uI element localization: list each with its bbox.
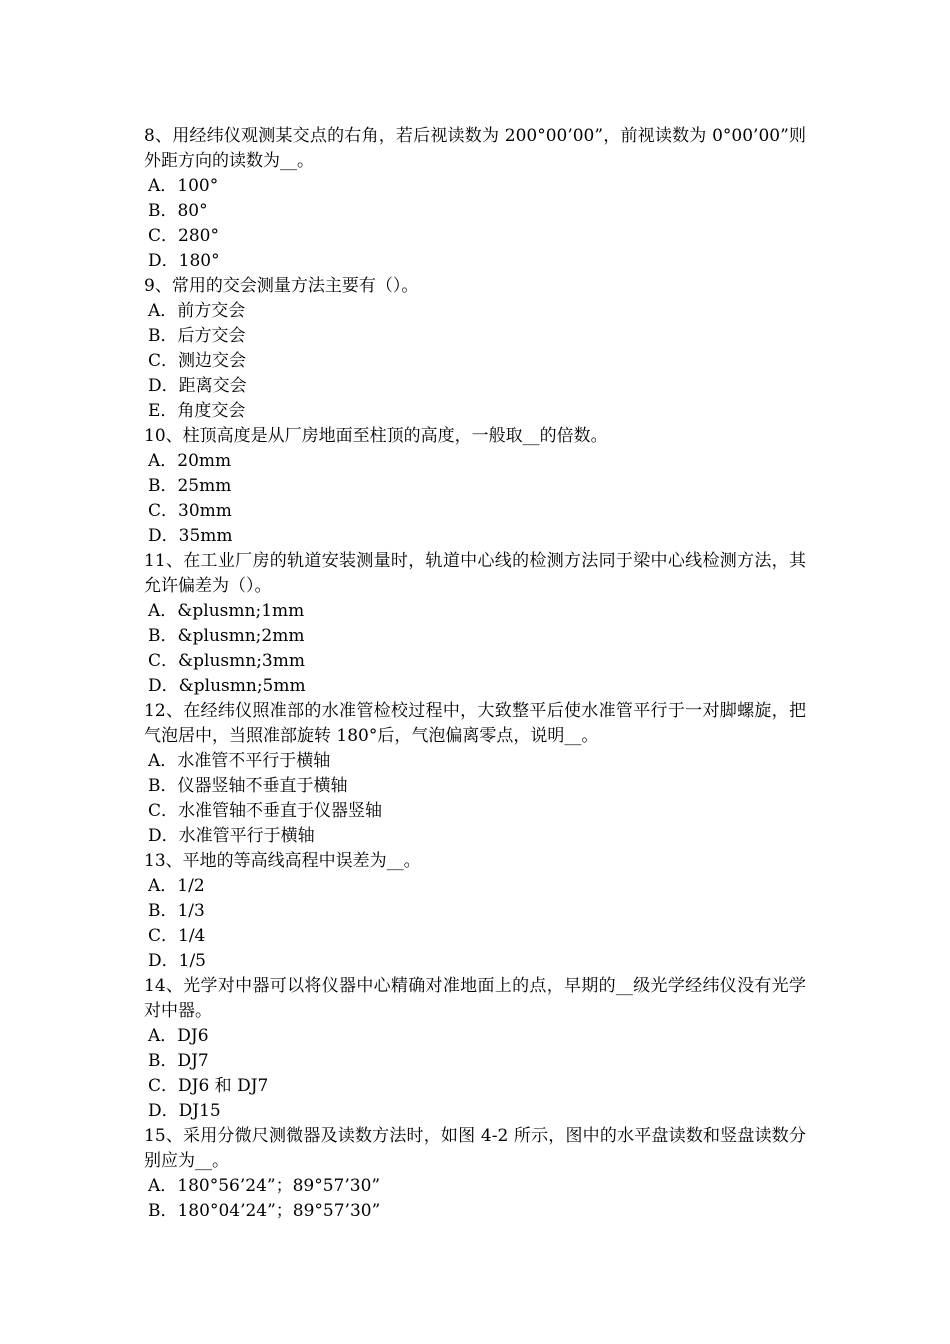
question-13 bbox=[144, 849, 806, 974]
option-b: B．1/3 bbox=[148, 901, 205, 921]
option-a: A．水准管不平行于横轴 bbox=[148, 751, 331, 771]
option-a: A．20mm bbox=[148, 451, 232, 471]
question-12 bbox=[144, 699, 806, 849]
option-c: C．1/4 bbox=[148, 926, 206, 946]
option-d: D．距离交会 bbox=[148, 376, 247, 396]
question-stem: 13、平地的等高线高程中误差为__。 bbox=[144, 851, 421, 871]
option-b: B．仪器竖轴不垂直于横轴 bbox=[148, 776, 348, 796]
option-d: D．35mm bbox=[148, 526, 233, 546]
question-stem: 9、常用的交会测量方法主要有（）。 bbox=[144, 276, 419, 296]
option-c: C．DJ6 和 DJ7 bbox=[148, 1076, 269, 1096]
option-a: A．前方交会 bbox=[148, 301, 246, 321]
question-stem: 11、在工业厂房的轨道安装测量时，轨道中心线的检测方法同于梁中心线检测方法，其允许偏差为（）。 bbox=[144, 551, 806, 596]
option-c: C．280° bbox=[148, 226, 219, 246]
option-b: B．&plusmn;2mm bbox=[148, 626, 305, 646]
option-a: A．&plusmn;1mm bbox=[148, 601, 305, 621]
question-stem: 15、采用分微尺测微器及读数方法时，如图 4-2 所示，图中的水平盘读数和竖盘读数分别应为__。 bbox=[144, 1126, 806, 1171]
option-a: A．180°56’24”；89°57’30” bbox=[148, 1176, 381, 1196]
option-d: D．水准管平行于横轴 bbox=[148, 826, 315, 846]
question-stem: 10、柱顶高度是从厂房地面至柱顶的高度，一般取__的倍数。 bbox=[144, 426, 608, 446]
option-d: D．1/5 bbox=[148, 951, 206, 971]
question-15 bbox=[144, 1124, 806, 1224]
option-a: A．1/2 bbox=[148, 876, 205, 896]
option-c: C．30mm bbox=[148, 501, 232, 521]
option-a: A．DJ6 bbox=[148, 1026, 209, 1046]
option-d: D．&plusmn;5mm bbox=[148, 676, 306, 696]
question-stem: 14、光学对中器可以将仪器中心精确对准地面上的点，早期的__级光学经纬仪没有光学对中器。 bbox=[144, 976, 806, 1021]
question-8 bbox=[144, 124, 806, 274]
option-b: B．80° bbox=[148, 201, 208, 221]
option-b: B．180°04’24”；89°57’30” bbox=[148, 1201, 381, 1221]
question-stem: 12、在经纬仪照准部的水准管检校过程中，大致整平后使水准管平行于一对脚螺旋，把气泡居中，当照准部旋转 180°后，气泡偏离零点，说明__。 bbox=[144, 701, 806, 746]
option-c: C．水准管轴不垂直于仪器竖轴 bbox=[148, 801, 383, 821]
question-9 bbox=[144, 274, 806, 424]
question-14 bbox=[144, 974, 806, 1124]
option-c: C．测边交会 bbox=[148, 351, 247, 371]
question-11 bbox=[144, 549, 806, 699]
option-e: E．角度交会 bbox=[148, 401, 246, 421]
option-d: D．DJ15 bbox=[148, 1101, 221, 1121]
option-b: B．后方交会 bbox=[148, 326, 246, 346]
question-10 bbox=[144, 424, 806, 549]
option-c: C．&plusmn;3mm bbox=[148, 651, 305, 671]
option-b: B．DJ7 bbox=[148, 1051, 209, 1071]
question-stem: 8、用经纬仪观测某交点的右角，若后视读数为 200°00’00”，前视读数为 0°00’00”则外距方向的读数为__。 bbox=[144, 126, 806, 171]
option-d: D．180° bbox=[148, 251, 220, 271]
option-b: B．25mm bbox=[148, 476, 232, 496]
option-a: A．100° bbox=[148, 176, 219, 196]
